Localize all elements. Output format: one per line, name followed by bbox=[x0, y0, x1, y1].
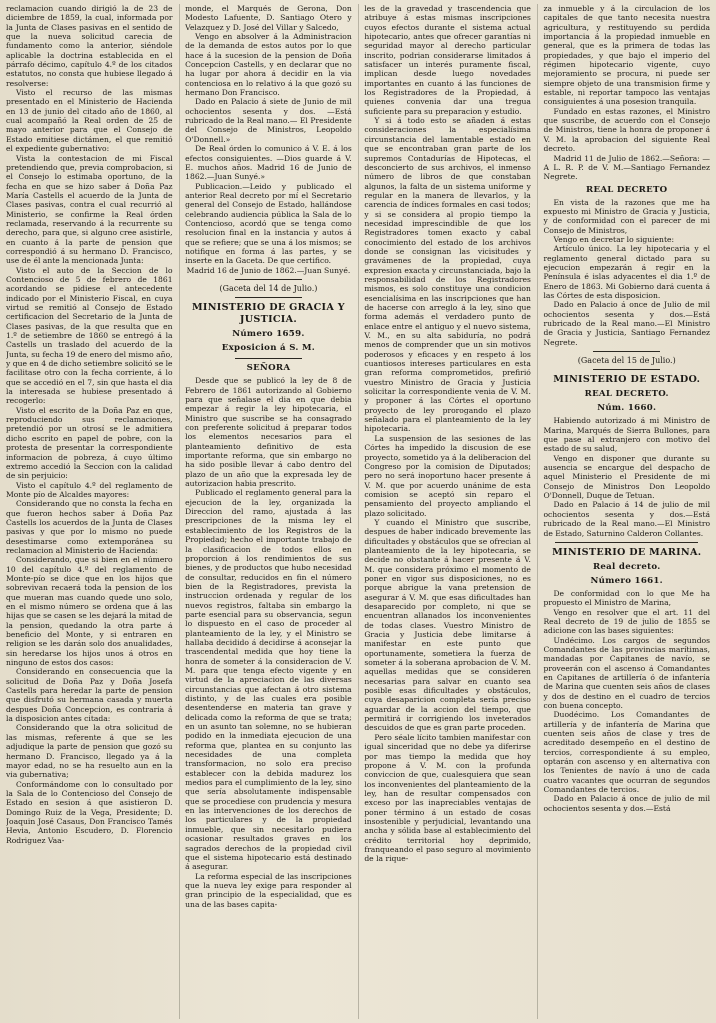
paragraph: Vengo en absolver á la Administracion de la demanda de estos autos por lo que hace á la sucesion de la pension de Doña Concepcion Castells, y en declarar que no ha lugar por ahora á decidir en la via contenciosa en lo relativo á la que gozó su hermano Don Francisco. bbox=[185, 32, 352, 98]
paragraph: Y si á todo esto se añaden á estas consideraciones la especialísima circunstancia del lamentable estado en que se encontraban gran parte de los supremos Contadurías de Hipotecas, el desconcierto de sus archivos, el inmenso número de libros de que constaban algunos, la falta de un sistema uniforme y regular en la manera de llevarlos, y la carencia de índices formales en casi todos; y si se considera al propio tiempo la necesidad imprescindible de que los Registradores tomen exacto y cabal conocimiento del estado de los archivos donde se consignan las vicisitudes y gravámenes de la propiedad, cuya expresion exacta y circunstanciada, bajo la responsabilidad de los Registradores mismos, es solo constituye una condicion esencialísima en las inscripciones que han de hacerse con arreglo á la ley, sino que forma además el verdadero punto de enlace entre el antiguo y el nuevo sistema, V. M., en su alta sabiduría, no podrá menos de comprender que un sin motivos poderosos y eficaces y en respeto á los cuantiosos intereses particulares en esta gran reforma comprometidos, prefirió vuestro Ministro de Gracia y Justicia solicitar la correspondiente venia de V. M. y proponer á las Córtes el oportuno proyecto de ley prorogando el plazo señalado para el planteamiento de la ley hipotecaria. bbox=[364, 116, 531, 434]
decree-heading: REAL DECRETO bbox=[586, 184, 668, 195]
divider bbox=[235, 358, 302, 359]
paragraph: Desde que se publicó la ley de 8 de Febrero de 1861 autorizando al Gobierno para que señalase el dia en que debia empezar á regir la ley hipotecaria, el Ministro que suscribe se ha consagrado con preferente solicitud á preparar todos los elementos necesarios para el planteamiento definitivo de esta importante reforma, que sin embargo no ha sido posible llevar á cabo dentro del plazo de un año que la expresada ley de autorizacion habia prescrito. bbox=[185, 376, 352, 489]
decree-heading: REAL DECRETO. bbox=[584, 389, 669, 400]
paragraph: Vengo en decretar lo siguiente: bbox=[553, 234, 675, 244]
salutation: SEÑORA bbox=[246, 363, 291, 374]
paragraph: Dado en Palacio á siete de Junio de mil ochocientos sesenta y dos. —Está rubricado de la Real mano.— El Presidente del Consejo de Ministros, Leopoldo O'Donnell.» bbox=[185, 97, 352, 144]
paragraph: Habiendo autorizado á mi Ministro de Marina, Marqués de Sierra Bullones, para que pase al extranjero con motivo del estado de su salud, bbox=[543, 416, 711, 454]
document-number: Número 1659. bbox=[232, 329, 305, 340]
column-3 bbox=[364, 4, 531, 1019]
signature: Madrid 16 de Junio de 1862.—Juan Sunyé. bbox=[186, 265, 351, 275]
paragraph: Fundado en estas razones, el Ministro que suscribe, de acuerdo con el Consejo de Ministros, tiene la honra de proponer á V. M. la aprobacion del siguiente Real decreto. bbox=[543, 106, 711, 154]
exposicion-title: Exposicion á S. M. bbox=[221, 343, 316, 354]
divider bbox=[593, 369, 660, 370]
divider bbox=[235, 297, 302, 298]
paragraph: monde, el Marqués de Gerona, Don Modesto Lafuente, D. Santiago Otero y Velazquez y D. José del Villar y Salcedo, bbox=[185, 4, 352, 32]
publicacion-paragraph: Publicacion.—Leido y publicado el anterior Real decreto por mí el Secretario general del Consejo de Estado, hallándose celebrando audiencia pública la Sala de lo Contencioso, acordó que se tenga como resolucion final en la instancia y autos á que se refiere; que se una á los mismos; se notifique en forma á las partes, y se inserte en la Gaceta. De que certifico. bbox=[185, 181, 352, 266]
paragraph: Pero séale lícito tambien manifestar con igual sinceridad que no debe ya diferirse por mas tiempo la medida que hoy propone á V. M. con la profunda conviccion de que, cualesquiera que sean los inconvenientes del planteamiento de la ley, han de resultar compensados con exceso por las inapreciables ventajas de poner término á un estado de cosas insostenible y perjudicial, levantando una ancha y sólida base al establecimiento del crédito territorial hoy deprimido, franqueando el paso seguro al movimiento de la rique- bbox=[364, 732, 531, 864]
paragraph: Publicado el reglamento general para la ejecucion de la ley, organizada la Direccion del ramo, ajustada á las prescripciones de la misma ley el establecimiento de los Registros de la Propiedad; hecho el importante trabajo de la clasificacion de todos ellos en proporcion á los rendimientos de sus bienes, y de productos que hubo necesidad de consultar, reducidos en fin el número bien de la Registradores, prevista la instruccion ordenada y regular de los nuevos registros, faltaba sin embargo la parte esencial para su observancia, segun lo dispuesto en el caso de proceder al planteamiento de la ley, y el Ministro se hallaba decidido á decidirse á aconsejar la trascendental medida que hoy tiene la honra de someter á la consideracion de V. M. para que tenga efecto vigente y en virtud de la apreciacion de las diversas circunstancias que afectan á otro sistema distinto, y de las cuales era posible desentenderse en materia tan grave y delicada como la reforma de que se trata; en un asunto tan solemne, no se hubieran podido en la inmediata ejecucion de una reforma que, plantea en su conjunto las necesidades de una completa transformacion, no solo era preciso establecer con la debida madurez los medios para el cumplimiento de la ley, sino que sería absolutamente indispensable que se procediese con prudencia y mesura en las intervenciones de los derechos de los particulares y de la propiedad inmueble, que sin necesitarlo pudiera ocasionar resultados graves en los sagrados derechos de la propiedad civil que el sistema hipotecario está destinado á asegurar. bbox=[185, 488, 352, 872]
columns bbox=[6, 4, 710, 1019]
column-2 bbox=[185, 4, 352, 1019]
paragraph: Dado en Palacio á 14 de julio de mil ochocientos sesenta y dos.—Está rubricado de la Real mano.—El Ministro de Estado, Saturnino Calderon Collantes. bbox=[543, 500, 711, 538]
paragraph: Madrid 11 de Julio de 1862.—Señora: —A L. R. P. de V. M.—Santiago Fernandez Negrete. bbox=[543, 153, 711, 182]
column-divider bbox=[537, 4, 538, 1019]
paragraph: De Real órden lo comunico á V. E. á los efectos consiguientes. —Dios guarde á V. E. muchos años. Madrid 16 de Junio de 1862.—Juan Sunyé.» bbox=[185, 144, 352, 182]
paragraph: Y cuando el Ministro que suscribe, despues de haber indicado brevemente las dificultades y obstáculos que se ofrecian al planteamiento de la ley hipotecaria, se decide no obstante á hacer presente á V. M. que considera próximo el momento de poner en vigor sus disposiciones, no es porque abrigue la vana pretension de asegurar á V. M. que esas dificultades han desaparecido por completo, ni que se encuentran allanados los inconvenientes de todas clases. Vuestro Ministro de Gracia y Justicia debe limitarse á manifestar en este punto que oportunamente, sometiera la fuerza de someter á la soberana aprobacion de V. M. aquellas medidas que se consideren necesarias para salvar en cuanto sea posible esas dificultades y obstáculos, cuya desaparicion completa sería preciso aguardar de la accion del tiempo, que permitirá ir corrigiendo los inveterados descuidos de que es gran parte proceden. bbox=[364, 517, 531, 733]
document-number: Número 1661. bbox=[590, 575, 663, 586]
paragraph: De conformidad con lo que Me ha propuesto el Ministro de Marina, bbox=[543, 588, 711, 608]
decree-heading: Real decreto. bbox=[592, 561, 661, 572]
paragraph: Undécimo. Los cargos de segundos Comandantes de las provincias marítimas, mandadas por Capitanes de navío, se proveerán con el ascenso á Comandantes en Capitanes de artillería ó de infantería de Marina que cuenten seis años de clases y dos de destino en el cuadro de tercios con buena concepto. bbox=[543, 635, 711, 710]
gaceta-date: (Gaceta del 15 de Julio.) bbox=[577, 356, 676, 366]
gaceta-date: (Gaceta del 14 de Julio.) bbox=[219, 283, 318, 293]
paragraph: Dado en Palacio á once de Julio de mil ochocientos sesenta y dos.—Está rubricado de la Real mano.—El Ministro de Gracia y Justicia, Santiago Fernandez Negrete. bbox=[543, 300, 711, 347]
paragraph: La reforma especial de las inscripciones que la nueva ley exige para responder al gran principio de la especialidad, que es una de las bases capita- bbox=[185, 871, 352, 909]
paragraph: Duodécimo. Los Comandantes de artillería y de infantería de Marina que cuenten seis años de clase y tres de acreditado desempeño en el destino de tercios, correspondiente á su empleo, optarán con ascenso y en alternativa con los Tenientes de navío á uno de cada cuatro vacantes que ocurran de segundos Comandantes de tercios. bbox=[543, 710, 711, 795]
paragraph: Visto el escrito de la Doña Paz en que, reproduciendo sus reclamaciones, pretendió por un otrosí se le admitiera dicho escrito en papel de pobre, con la protesta de presentar la correspondiente informacion de pobreza, á cuyo último extremo accedió la Seccion con la calidad de sin perjuicio: bbox=[6, 405, 173, 481]
ministry-heading: MINISTERIO DE ESTADO. bbox=[553, 374, 701, 386]
ministry-heading: MINISTERIO DE GRACIA Y JUSTICIA. bbox=[192, 302, 345, 326]
divider bbox=[593, 351, 660, 352]
paragraph: Artículo único. La ley hipotecaria y el reglamento general dictado para su ejecucion empezarán á regir en la Península é islas adyacentes el dia 1.º de Enero de 1863. Mi Gobierno dará cuenta á las Córtes de esta disposicion. bbox=[543, 244, 711, 300]
paragraph: les de la gravedad y trascendencia que atribuye á estas mismas inscripciones cuyos efectos durante el sistema actual hipotecario, antes que ofrecer garantías ni seguridad mayor al derecho particular inscrito, podrian considerarse limitados á satisfacer un interés puramente fiscal, implican desde luego novedades importantes en cuanto á las funciones de los Registradores de la Propiedad, á quienes convenia dar una tregua suficiente para su preparacion y estudio. bbox=[364, 4, 531, 116]
paragraph: La suspension de las sesiones de las Córtes ha impedido la discusion de ese proyecto, sometido ya á la deliberacion del Congreso por la comision de Diputados; pero no será inoportuno hacer presente á V. M. que por acuerdo unánime de esta comision se aceptó sin reparo el pensamiento del proyecto ampliando el plazo solicitado. bbox=[364, 433, 531, 518]
document-number: Núm. 1660. bbox=[597, 403, 657, 414]
paragraph: Vengo en disponer que durante su ausencia se encargue del despacho de aquel Ministerio el Presidente de mi Consejo de Ministros Don Leopoldo O'Donnell, Duque de Tetuan. bbox=[543, 453, 711, 501]
divider bbox=[235, 279, 302, 280]
column-divider bbox=[358, 4, 359, 1019]
paragraph: Visto el auto de la Seccion de lo Contencioso de 5 de febrero de 1861 acordando se pidiese el antecedente indicado por el Ministerio Fiscal, en cuya virtud se remitió al Consejo de Estado certificacion del Secretario de la Junta de Clases pasivas, de la que resulta que en 1.º de setiembre de 1860 se entregó á la Castells un traslado del acuerdo de la Junta, su fecha 19 de enero del mismo año, y que en 4 de dicho setiembre solicitó se le facilitase otro con la fecha corriente, á lo que se accedió en el 7, sin que hasta el dia la interesada se hubiese presentado á recogerlo: bbox=[6, 265, 173, 406]
paragraph: Considerando, que si bien en el número 10 del capítulo 4.º del reglamento de Monte-pío se dice que en los hijos que sobrevivan recaerá toda la pension de los que mueran mas cuando quede uno solo, en el mismo número se ordena que á las hijas que se casen se les dejará la mitad de la pension, quedando la otra parte á beneficio del Monte, y si entraren en religion se les darán solo dos anualidades, sin heredarse los hijos unos á otros en ninguno de estos dos casos: bbox=[6, 555, 173, 668]
paragraph: Dado en Palacio á once de julio de mil ochocientos sesenta y dos.—Está bbox=[543, 794, 711, 813]
divider bbox=[555, 542, 698, 543]
paragraph: En vista de la razones que me ha expuesto mi Ministro de Gracia y Justicia, y de conformidad con el parecer de mi Consejo de Ministros, bbox=[543, 197, 711, 235]
paragraph: za inmueble y á la circulacion de los capitales de que tanto necesita nuestra agricultura, y restituyendo su perdida importancia á la propiedad inmueble en general, que es la primera de todas las propiedades, y que bajo el imperio del régimen hipotecario vigente, cuyo mejoramiento se procura, ni puede ser siempre objeto de una transmision firme y estable, ni reportar tampoco las ventajas consiguientes á una posesion tranquila. bbox=[543, 4, 711, 107]
paragraph: Considerando que no consta la fecha en que fueron hechos saber á Doña Paz Castells los acuerdos de la Junta de Clases pasivas y que por lo mismo no puede desestimarse como extemporánea su reclamacion al Ministerio de Hacienda: bbox=[6, 499, 173, 555]
ministry-heading: MINISTERIO DE MARINA. bbox=[552, 546, 702, 558]
column-1 bbox=[6, 4, 173, 1019]
paragraph: reclamacion cuando dirigió la de 23 de diciembre de 1859, la cual, informada por la Junta de Clases pasivas en el sentido de que la nueva solicitud carecia de fundamento como la anterior, siéndole aplicable la doctrina establecida en el párrafo décimo, capítulo 4.º de los citados estatutos, no consta que hubiese llegado á resolverse: bbox=[6, 4, 173, 88]
column-4 bbox=[543, 4, 710, 1019]
paragraph: Conformándome con lo consultado por la Sala de lo Contencioso del Consejo de Estado en sesion á que asistieron D. Domingo Ruiz de la Vega, Presidente; D. Joaquin José Casaus, Don Francisco Tamés Hevia, Antonio Escudero, D. Florencio Rodriguez Vaa- bbox=[6, 779, 173, 845]
paragraph: Considerando que la otra solicitud de las mismas, referente á que se les adjudique la parte de pension que gozó su hermano D. Francisco, llegado ya á la mayor edad, no se ha resuelto aun en la via gubernativa; bbox=[6, 723, 173, 780]
paragraph: Visto el capítulo 4.º del reglamento de Monte pío de Alcaldes mayores: bbox=[6, 480, 173, 499]
paragraph: Vista la contestacion de mi Fiscal pretendiendo que, previa comprobacion, si el Consejo lo estimaba oportuno, de la fecha en que se hizo saber á Doña Paz María Castells el acuerdo de la Junta de Clases pasivas, contra el cual recurrió al Ministerio, se confirme la Real órden reclamada, reservando á la recurrente su derecho, para que, si alguno cree asistirle, en cuanto á la parte de pension que correspondió á su hermano D. Francisco, use de él ante la mencionada Junta: bbox=[6, 153, 173, 266]
paragraph: Visto el recurso de las mismas presentado en el Ministerio de Hacienda en 13 de junio del citado año de 1860, al cual acompañó la Real orden de 25 de mayo anterior para que el Consejo de Estado emitiese dictámen, el que remitió el expediente gubernativo: bbox=[6, 88, 173, 154]
paragraph: Considerando en consecuencia que la solicitud de Doña Paz y Doña Josefa Castells para heredar la parte de pension que disfrutó su hermana casada y muerta despues Doña Concepcion, es contraria á la disposicion antes citada: bbox=[6, 667, 173, 724]
paragraph: Vengo en resolver que el art. 11 del Real decreto de 19 de julio de 1855 se adicione con las bases siguientes: bbox=[543, 607, 711, 636]
column-divider bbox=[179, 4, 180, 1019]
